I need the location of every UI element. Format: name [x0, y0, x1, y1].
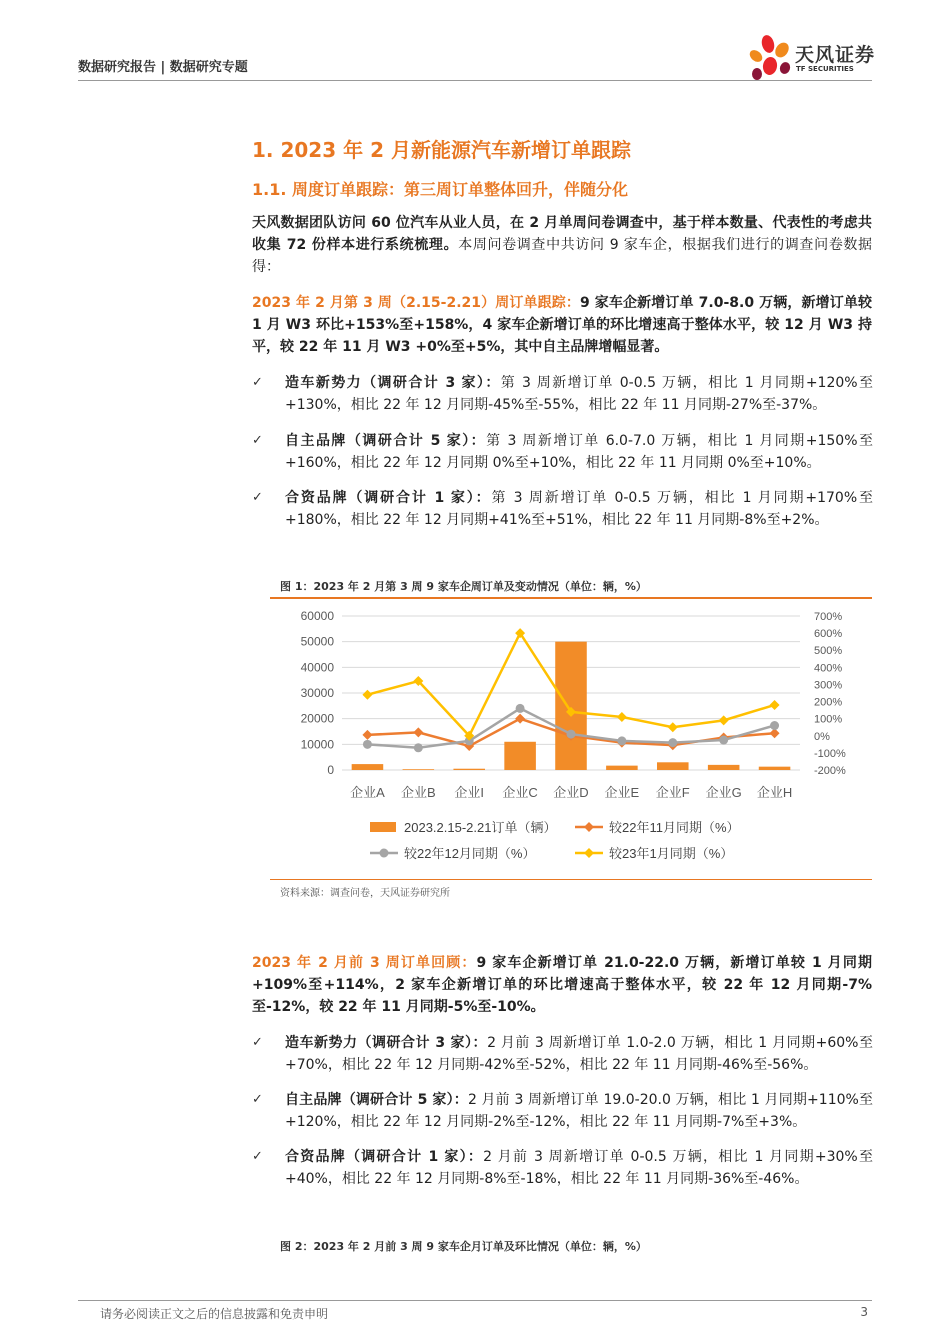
bar-企业G	[708, 765, 740, 770]
bar-企业E	[606, 766, 638, 770]
legend-marker	[584, 848, 594, 858]
x-tick-label: 企业E	[604, 785, 640, 800]
point-marker	[719, 736, 728, 745]
x-tick-label: 企业I	[454, 785, 485, 800]
y-left-tick-label: 20000	[300, 711, 334, 726]
bullet-lead: 自主品牌（调研合计 5 家）：	[285, 1092, 468, 1108]
week3-lead: 2023 年 2 月第 3 周（2.15-2.21）周订单跟踪：	[252, 295, 581, 311]
bar-企业D	[555, 642, 587, 770]
figure1-top-rule	[270, 597, 872, 599]
check-icon: ✓	[252, 490, 263, 505]
section-heading: 1. 2023 年 2 月新能源汽车新增订单跟踪	[252, 138, 631, 162]
check-icon: ✓	[252, 433, 263, 448]
point-marker	[363, 740, 372, 749]
tf-securities-logo	[748, 32, 888, 82]
x-tick-label: 企业B	[400, 785, 436, 800]
bullet-text: 第 3 周新增订单 6.0-7.0 万辆，相比 1 月同期+150%至+160%，相比 22 年 12 月同期 0%至+10%，相比 22 年 11 月同期 0%至+10%。	[285, 433, 873, 471]
flower-logo-icon	[748, 32, 794, 82]
check-icon: ✓	[252, 1035, 263, 1050]
x-tick-label: 企业A	[350, 785, 385, 800]
figure1-title: 图 1：2023 年 2 月第 3 周 9 家车企周订单及变动情况（单位：辆，%）	[280, 580, 647, 593]
figure1-source: 资料来源：调查问卷，天风证券研究所	[280, 888, 450, 899]
bullet-text: 2 月前 3 周新增订单 19.0-20.0 万辆，相比 1 月同期+110%至+120%，相比 22 年 12 月同期-2%至-12%，相比 22 年 11 月同期-7%至+3%。	[285, 1092, 873, 1130]
point-marker	[515, 714, 525, 724]
y-right-tick-label: 200%	[814, 696, 843, 709]
x-tick-label: 企业G	[705, 785, 742, 800]
week3-text: 9 家车企新增订单 7.0-8.0 万辆，新增订单较 1 月 W3 环比+153%至+158%，4 家车企新增订单的环比增速高于整体水平，较 12 月 W3 持平，较 22 年 11 月 W3 +0%至+5%，其中自主品牌增幅显著。	[252, 295, 872, 355]
y-right-tick-label: -200%	[814, 765, 846, 777]
recap-lead: 2023 年 2 月前 3 周订单回顾：	[252, 955, 477, 971]
bullet-lead: 合资品牌（调研合计 1 家）：	[285, 490, 492, 506]
point-marker	[668, 738, 677, 747]
y-right-tick-label: 700%	[814, 611, 843, 623]
bullet-lead: 造车新势力（调研合计 3 家）：	[285, 375, 501, 391]
bar-企业H	[759, 767, 791, 770]
point-marker	[770, 721, 779, 730]
y-left-tick-label: 60000	[300, 609, 334, 623]
y-right-tick-label: 600%	[814, 628, 843, 641]
legend-swatch	[370, 822, 396, 832]
bullet-text: 2 月前 3 周新增订单 0-0.5 万辆，相比 1 月同期+30%至+40%，相比 22 年 12 月同期-8%至-18%，相比 22 年 11 月同期-36%至-46%。	[285, 1149, 873, 1187]
week3-paragraph	[252, 292, 872, 358]
logo-text: 天风证券	[795, 44, 876, 66]
order-chart	[270, 600, 872, 878]
bar-企业F	[657, 762, 689, 770]
bar-企业B	[403, 769, 435, 770]
check-icon: ✓	[252, 1149, 263, 1164]
intro-paragraph	[252, 212, 872, 278]
bar-企业A	[352, 764, 384, 770]
y-left-tick-label: 10000	[300, 737, 334, 752]
intro-bold: 天风数据团队访问 60 位汽车从业人员，在 2 月单周问卷调查中，基于样本数量、代表性的考虑共收集 72 份样本进行系统梳理。	[252, 215, 872, 253]
point-marker	[567, 730, 576, 739]
y-right-tick-label: 300%	[814, 679, 843, 692]
legend-label: 较22年11月同期（%）	[609, 820, 740, 835]
bullet-lead: 造车新势力（调研合计 3 家）：	[285, 1035, 488, 1051]
legend-label: 较22年12月同期（%）	[404, 846, 536, 861]
point-marker	[413, 727, 423, 737]
y-left-tick-label: 40000	[300, 660, 334, 675]
y-right-tick-label: 500%	[814, 645, 843, 658]
point-marker	[362, 730, 372, 740]
y-right-tick-label: -100%	[814, 747, 846, 760]
y-right-tick-label: 400%	[814, 662, 843, 675]
subsection-heading: 1.1. 周度订单跟踪：第三周订单整体回升，伴随分化	[252, 180, 628, 199]
point-marker	[617, 736, 626, 745]
point-marker	[770, 700, 780, 710]
y-right-tick-label: 0%	[814, 730, 830, 743]
footer-divider	[78, 1300, 872, 1301]
y-right-tick-label: 100%	[814, 713, 843, 726]
check-icon: ✓	[252, 375, 263, 390]
point-marker	[362, 690, 372, 700]
intro-normal: 本周问卷调查中共访问 9 家车企，根据我们进行的调查问卷数据得：	[252, 237, 872, 275]
recap-paragraph	[252, 952, 872, 1018]
figure1-bottom-rule	[270, 879, 872, 880]
x-tick-label: 企业F	[655, 785, 690, 800]
point-marker	[516, 704, 525, 713]
legend-label: 较23年1月同期（%）	[609, 846, 734, 861]
footer-disclaimer: 请务必阅读正文之后的信息披露和免责申明	[100, 1307, 329, 1321]
bar-企业I	[453, 769, 485, 770]
y-left-tick-label: 0	[327, 763, 334, 777]
point-marker	[719, 715, 729, 725]
recap-text: 9 家车企新增订单 21.0-22.0 万辆，新增订单较 1 月同期+109%至+114%，2 家车企新增订单的环比增速高于整体水平，较 22 年 12 月同期-7%至-12%，较 22 年 11 月同期-5%至-10%。	[252, 955, 872, 1015]
x-tick-label: 企业C	[502, 785, 538, 800]
bullet-lead: 合资品牌（调研合计 1 家）：	[285, 1149, 484, 1165]
header-divider	[78, 80, 872, 81]
x-tick-label: 企业H	[756, 785, 793, 800]
report-header: 数据研究报告 | 数据研究专题	[78, 60, 248, 75]
bullet-text: 第 3 周新增订单 0-0.5 万辆，相比 1 月同期+120%至+130%，相比 22 年 12 月同期-45%至-55%，相比 22 年 11 月同期-27%至-37%。	[285, 375, 873, 413]
x-tick-label: 企业D	[553, 785, 589, 800]
bullet-text: 第 3 周新增订单 0-0.5 万辆，相比 1 月同期+170%至+180%，相比 22 年 12 月同期+41%至+51%，相比 22 年 11 月同期-8%至+2%。	[285, 490, 873, 528]
legend-marker	[584, 822, 594, 832]
legend-label: 2023.2.15-2.21订单（辆）	[404, 820, 557, 835]
point-marker	[414, 743, 423, 752]
point-marker	[668, 722, 678, 732]
figure2-title: 图 2：2023 年 2 月前 3 周 9 家车企月订单及环比情况（单位：辆，%）	[280, 1240, 647, 1253]
bullet-text: 2 月前 3 周新增订单 1.0-2.0 万辆，相比 1 月同期+60%至+70%，相比 22 年 12 月同期-42%至-52%，相比 22 年 11 月同期-46%至-56%。	[285, 1035, 873, 1073]
page-number: 3	[860, 1305, 868, 1319]
check-icon: ✓	[252, 1092, 263, 1107]
y-left-tick-label: 30000	[300, 686, 334, 700]
logo-subtext: TF SECURITIES	[796, 65, 854, 73]
point-marker	[617, 712, 627, 722]
y-left-tick-label: 50000	[300, 634, 334, 649]
bullet-lead: 自主品牌（调研合计 5 家）：	[285, 433, 487, 449]
legend-marker	[380, 849, 389, 858]
bar-企业C	[504, 742, 536, 770]
